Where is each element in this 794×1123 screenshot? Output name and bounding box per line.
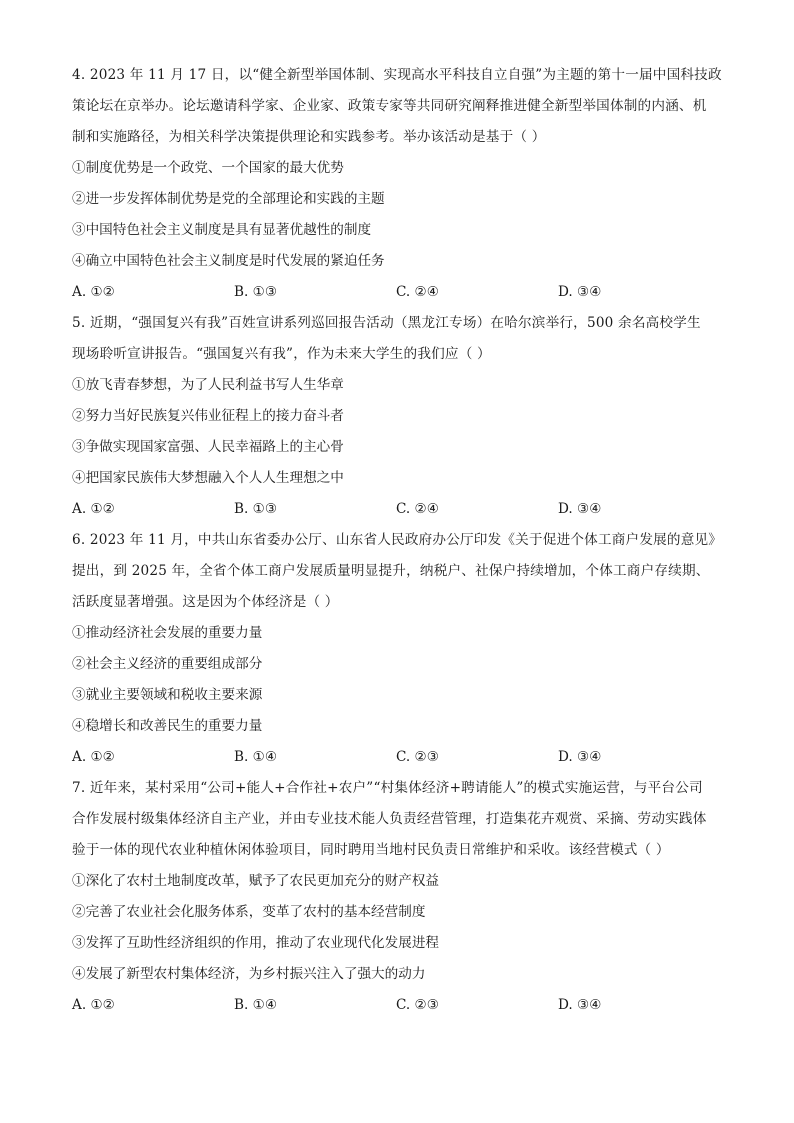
statement-1: ①放飞青春梦想，为了人民利益书写人生华章 [72,377,344,393]
question-stem-line: 7. 近年来，某村采用“公司+能人+合作社+农户”“村集体经济+聘请能人”的模式实施运营，与平台公司 [72,780,703,796]
option-b: B. ①③ [234,501,278,517]
question-5 [72,308,724,525]
option-a: A. ①② [72,284,115,300]
option-c: C. ②③ [396,749,439,765]
statement-4: ④发展了新型农村集体经济，为乡村振兴注入了强大的动力 [72,966,426,982]
question-7 [72,773,724,1021]
option-c: C. ②④ [396,284,439,300]
question-stem-line: 策论坛在京举办。论坛邀请科学家、企业家、政策专家等共同研究阐释推进健全新型举国体制的内涵、机 [72,98,707,114]
option-d: D. ③④ [558,284,602,300]
option-d: D. ③④ [558,501,602,517]
question-stem-line: 现场聆听宣讲报告。“强国复兴有我”，作为未来大学生的我们应（ ） [72,346,491,362]
question-stem-line: 提出，到 2025 年，全省个体工商户发展质量明显提升，纳税户、社保户持续增加，个体工商户存续期、 [72,563,710,579]
question-stem-line: 制和实施路径，为相关科学决策提供理论和实践参考。举办该活动是基于（ ） [72,129,546,145]
option-a: A. ①② [72,749,115,765]
statement-1: ①深化了农村土地制度改革，赋予了农民更加充分的财产权益 [72,873,440,889]
option-c: C. ②④ [396,501,439,517]
statement-3: ③争做实现国家富强、人民幸福路上的主心骨 [72,439,344,455]
question-stem-line: 活跃度显著增强。这是因为个体经济是（ ） [72,594,339,610]
statement-2: ②努力当好民族复兴伟业征程上的接力奋斗者 [72,408,344,424]
statement-3: ③就业主要领域和税收主要来源 [72,687,263,703]
question-6 [72,525,724,773]
question-stem-line: 5. 近期，“强国复兴有我”百姓宣讲系列巡回报告活动（黑龙江专场）在哈尔滨举行，500 余名高校学生 [72,315,701,331]
question-stem-line: 验于一体的现代农业种植休闲体验项目，同时聘用当地村民负责日常维护和采收。该经营模式（ ） [72,842,670,858]
option-d: D. ③④ [558,749,602,765]
statement-1: ①推动经济社会发展的重要力量 [72,625,263,641]
option-b: B. ①③ [234,284,278,300]
answer-options [72,277,724,308]
statement-4: ④稳增长和改善民生的重要力量 [72,718,263,734]
option-d: D. ③④ [558,997,602,1013]
question-stem-line: 6. 2023 年 11 月，中共山东省委办公厅、山东省人民政府办公厅印发《关于促进个体工商户发展的意见》 [72,532,723,548]
statement-2: ②完善了农业社会化服务体系，变革了农村的基本经营制度 [72,904,426,920]
answer-options [72,494,724,525]
answer-options [72,742,724,773]
statement-4: ④把国家民族伟大梦想融入个人人生理想之中 [72,470,344,486]
option-a: A. ①② [72,997,115,1013]
question-stem-line: 合作发展村级集体经济自主产业，并由专业技术能人负责经营管理，打造集花卉观赏、采摘、劳动实践体 [72,811,707,827]
statement-2: ②进一步发挥体制优势是党的全部理论和实践的主题 [72,191,385,207]
statement-3: ③中国特色社会主义制度是具有显著优越性的制度 [72,222,372,238]
statement-4: ④确立中国特色社会主义制度是时代发展的紧迫任务 [72,253,385,269]
question-4 [72,60,724,308]
answer-options [72,990,724,1021]
option-b: B. ①④ [234,749,278,765]
option-a: A. ①② [72,501,115,517]
option-b: B. ①④ [234,997,278,1013]
statement-3: ③发挥了互助性经济组织的作用，推动了农业现代化发展进程 [72,935,440,951]
question-stem-line: 4. 2023 年 11 月 17 日，以“健全新型举国体制、实现高水平科技自立自强”为主题的第十一届中国科技政 [72,67,722,83]
option-c: C. ②③ [396,997,439,1013]
statement-1: ①制度优势是一个政党、一个国家的最大优势 [72,160,344,176]
statement-2: ②社会主义经济的重要组成部分 [72,656,263,672]
exam-page [72,60,724,1021]
